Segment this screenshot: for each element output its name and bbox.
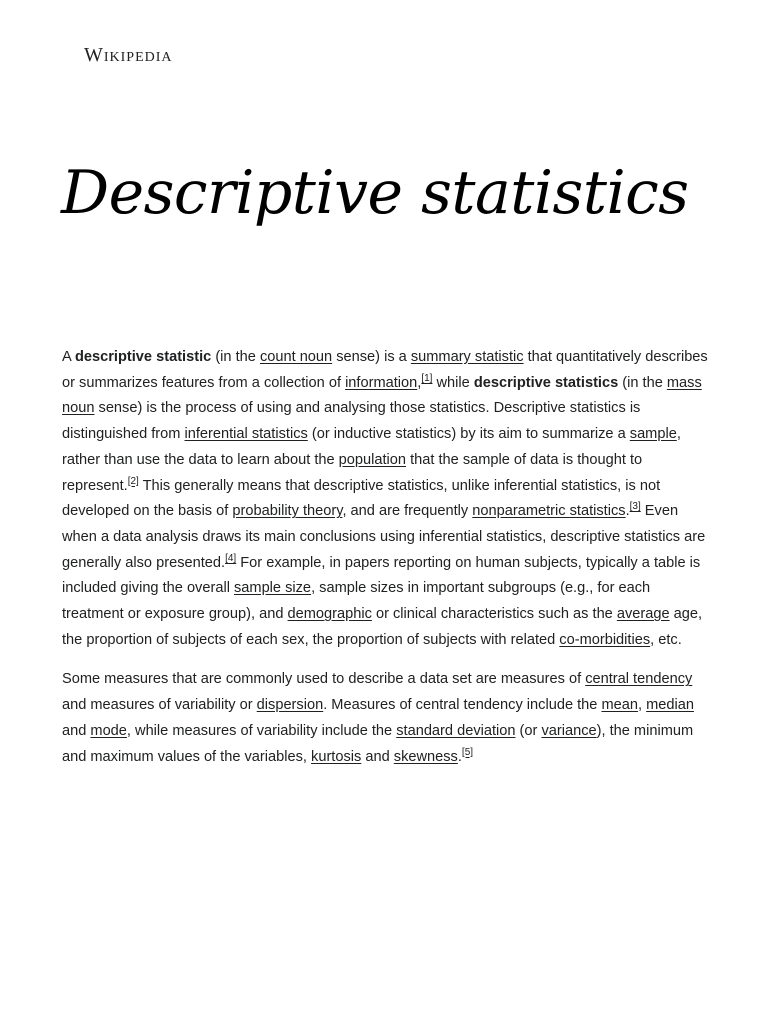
- link-inferential-statistics[interactable]: inferential statistics: [184, 426, 308, 443]
- text: , rather than use the data to learn about the: [62, 426, 681, 468]
- reference-link-3[interactable]: [3]: [629, 501, 641, 513]
- text: .: [457, 748, 462, 765]
- text: while: [432, 374, 474, 391]
- link-mean[interactable]: mean: [601, 697, 638, 714]
- reference-link-1[interactable]: [1]: [421, 372, 433, 384]
- text: ,: [417, 374, 422, 391]
- text: that the sample of data is thought to represent.: [62, 451, 643, 494]
- reference-3: [630, 501, 641, 512]
- paragraph-measures: [62, 667, 708, 770]
- text: (or: [515, 722, 542, 739]
- paragraph-intro: [62, 345, 708, 653]
- text: sense) is the process of using and analysing those statistics. Descriptive statistics is distinguished from: [62, 400, 641, 443]
- text: . Measures of central tendency include the: [323, 697, 602, 714]
- reference-4: [225, 553, 236, 564]
- link-probability-theory[interactable]: probability theory: [232, 503, 343, 520]
- text: Some measures that are commonly used to describe a data set are measures of: [62, 671, 586, 688]
- reference-link-5[interactable]: [5]: [461, 746, 474, 758]
- link-count-noun[interactable]: count noun: [259, 349, 333, 365]
- text: ), the minimum and maximum values of the variables,: [62, 722, 694, 765]
- link-variance[interactable]: variance: [541, 722, 597, 739]
- text: , sample sizes in important subgroups (e.g., for each treatment or exposure group), and: [62, 580, 651, 623]
- text: , while measures of variability include the: [126, 722, 397, 739]
- link-summary-statistic[interactable]: summary statistic: [410, 349, 524, 365]
- link-dispersion[interactable]: dispersion: [256, 697, 324, 714]
- text: Even when a data analysis draws its main conclusions using inferential statistics, descriptive statistics are generally also presented.: [62, 503, 706, 571]
- link-sample-size[interactable]: sample size: [234, 580, 312, 597]
- link-kurtosis[interactable]: kurtosis: [311, 748, 362, 765]
- text: For example, in papers reporting on human subjects, typically a table is included giving the overall: [62, 554, 701, 597]
- text: , etc.: [650, 631, 682, 648]
- link-nonparametric-statistics[interactable]: nonparametric statistics: [472, 503, 626, 520]
- text: that quantitatively describes or summarizes features from a collection of: [62, 349, 708, 391]
- link-skewness[interactable]: skewness: [393, 748, 458, 765]
- reference-1: [421, 373, 432, 384]
- text: age, the proportion of subjects of each sex, the proportion of subjects with related: [62, 606, 703, 648]
- text: and: [62, 722, 91, 739]
- text: and: [361, 748, 394, 765]
- link-sample[interactable]: sample: [629, 426, 677, 443]
- reference-link-4[interactable]: [4]: [225, 552, 237, 564]
- text: (in the: [618, 374, 667, 391]
- link-mode[interactable]: mode: [90, 722, 127, 739]
- link-demographic[interactable]: demographic: [287, 606, 372, 623]
- wikipedia-logo[interactable]: Wikipedia: [84, 44, 173, 66]
- link-median[interactable]: median: [646, 697, 694, 714]
- page-title: Descriptive statistics: [61, 158, 689, 228]
- text: A: [62, 349, 75, 365]
- text: , and are frequently: [342, 503, 473, 520]
- reference-2: [128, 476, 139, 487]
- link-population[interactable]: population: [338, 451, 407, 468]
- text: (or inductive statistics) by its aim to summarize a: [307, 426, 630, 443]
- text: (in the: [211, 349, 260, 365]
- reference-link-2[interactable]: [2]: [127, 475, 139, 487]
- link-average[interactable]: average: [616, 606, 670, 623]
- link-mass-noun[interactable]: mass noun: [62, 374, 702, 417]
- text: or clinical characteristics such as the: [371, 606, 617, 623]
- text: .: [625, 503, 630, 520]
- text: and measures of variability or: [62, 697, 257, 714]
- link-standard-deviation[interactable]: standard deviation: [396, 722, 516, 739]
- text: ,: [637, 697, 647, 714]
- reference-5: [462, 747, 473, 758]
- bold-term: descriptive statistics: [473, 374, 619, 391]
- link-co-morbidities[interactable]: co-morbidities: [559, 631, 651, 648]
- text: This generally means that descriptive statistics, unlike inferential statistics, is not developed on the basis of: [62, 477, 661, 520]
- link-information[interactable]: information: [345, 374, 418, 391]
- bold-term: descriptive statistic: [74, 349, 212, 365]
- link-central-tendency[interactable]: central tendency: [585, 671, 693, 688]
- text: sense) is a: [332, 349, 411, 365]
- article-body: [62, 345, 708, 784]
